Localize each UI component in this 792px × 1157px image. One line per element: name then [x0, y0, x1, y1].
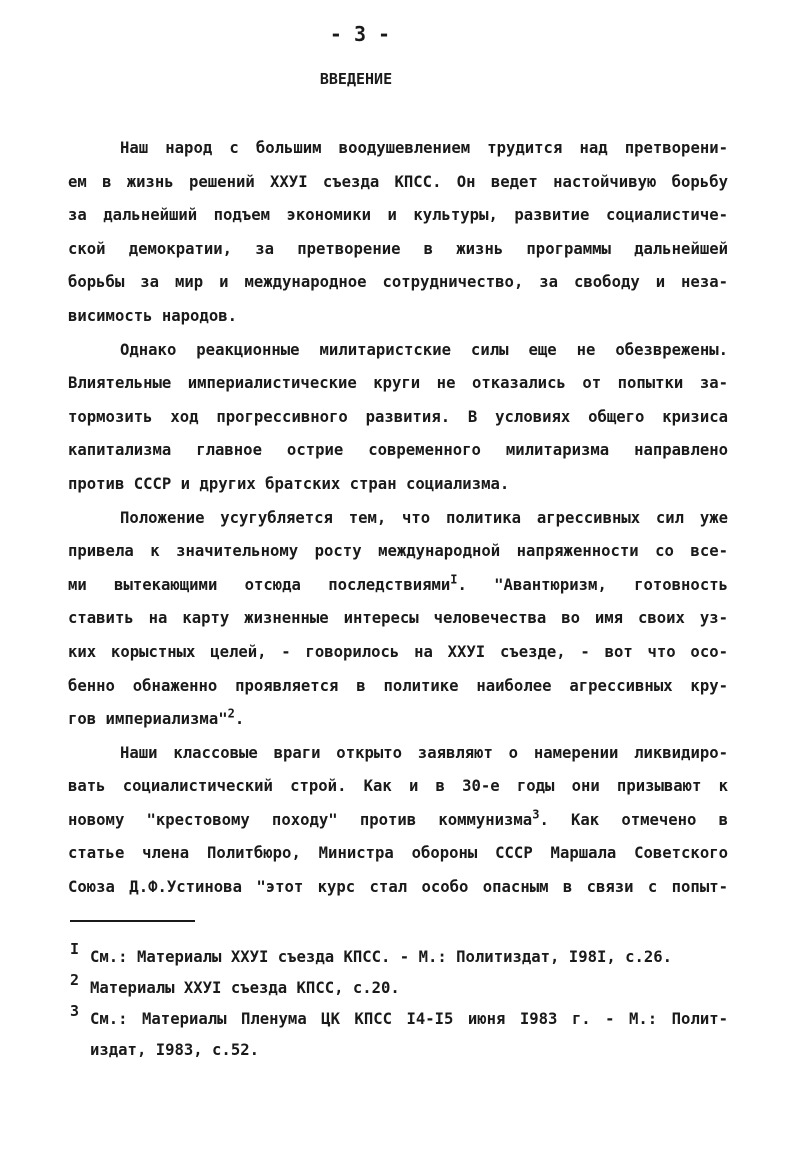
text-fragment: гов империализма"	[68, 710, 228, 729]
text-line: Влиятельные империалистические круги не отказались от попытки за-	[68, 374, 728, 393]
body-text	[68, 132, 728, 905]
footnote-text: Материалы ХХУI съезда КПСС, с.20.	[90, 979, 400, 997]
text-line: Однако реакционные милитаристские силы еще не обезврежены.	[120, 340, 728, 359]
text-fragment: .	[234, 710, 245, 729]
text-fragment: ми вытекающими отсюда последствиями	[68, 575, 451, 594]
text-line: Наш народ с большим воодушевлением трудится над претворени-	[120, 139, 728, 157]
footnote-divider	[70, 920, 195, 922]
text-line: статье члена Политбюро, Министра обороны СССР Маршала Советского	[68, 844, 728, 863]
text-line: бенно обнаженно проявляется в политике наиболее агрессивных кру-	[68, 676, 728, 695]
text-line: за дальнейший подъем экономики и культуры, развитие социалистиче-	[68, 206, 728, 225]
text-line: Наши классовые враги открыто заявляют о намерении ликвидиро-	[120, 743, 728, 762]
text-line: привела к значительному росту международной напряженности со все-	[68, 542, 728, 561]
text-line	[68, 703, 728, 737]
text-line: тормозить ход прогрессивного развития. В условиях общего кризиса	[68, 407, 728, 426]
section-heading: ВВЕДЕНИЕ	[319, 70, 393, 88]
footnote-reference: I	[450, 572, 458, 587]
text-line: вать социалистический строй. Как и в 30-е годы они призывают к	[68, 777, 728, 796]
text-line: Союза Д.Ф.Устинова "этот курс стал особо опасным в связи с попыт-	[68, 878, 728, 897]
paragraph-1	[68, 132, 728, 334]
footnote-3	[68, 1004, 728, 1066]
footnote-2	[68, 973, 728, 1004]
paragraph-4	[68, 737, 728, 905]
footnote-text: См.: Материалы ХХУI съезда КПСС. - М.: Политиздат, I98I, с.26.	[90, 948, 673, 966]
footnotes	[68, 942, 728, 1066]
footnote-text: См.: Материалы Пленума ЦК КПСС I4-I5 июня I983 г. - М.: Полит-	[90, 1010, 728, 1028]
text-line: Положение усугубляется тем, что политика агрессивных сил уже	[120, 508, 728, 527]
footnote-1	[68, 942, 728, 973]
text-line: ставить на карту жизненные интересы человечества во имя своих уз-	[68, 609, 728, 628]
text-fragment: . Как отмечено в	[539, 810, 728, 829]
text-line: ем в жизнь решений ХХУI съезда КПСС. Он ведет настойчивую борьбу	[68, 172, 728, 191]
paragraph-3	[68, 502, 728, 737]
text-line: капитализма главное острие современного милитаризма направлено	[68, 441, 728, 460]
text-line	[68, 569, 728, 603]
text-line	[68, 804, 728, 838]
text-line: висимость народов.	[68, 306, 237, 325]
text-line: ких корыстных целей, - говорилось на ХХУI съезде, - вот что осо-	[68, 642, 728, 661]
footnote-mark: 3	[70, 1002, 80, 1020]
footnote-reference: 2	[227, 706, 235, 721]
page-number: - 3 -	[329, 22, 391, 46]
text-line: ской демократии, за претворение в жизнь программы дальнейшей	[68, 239, 728, 258]
footnote-reference: 3	[532, 807, 540, 822]
text-line: против СССР и других братских стран социализма.	[68, 474, 510, 493]
text-fragment: . "Авантюризм, готовность	[457, 575, 728, 594]
text-line: борьбы за мир и международное сотрудничество, за свободу и неза-	[68, 273, 728, 292]
footnote-text: издат, I983, с.52.	[90, 1041, 259, 1059]
text-fragment: новому "крестовому походу" против коммунизма	[68, 810, 533, 829]
footnote-mark: 2	[70, 971, 80, 989]
paragraph-2	[68, 334, 728, 502]
footnote-mark: I	[70, 940, 80, 958]
